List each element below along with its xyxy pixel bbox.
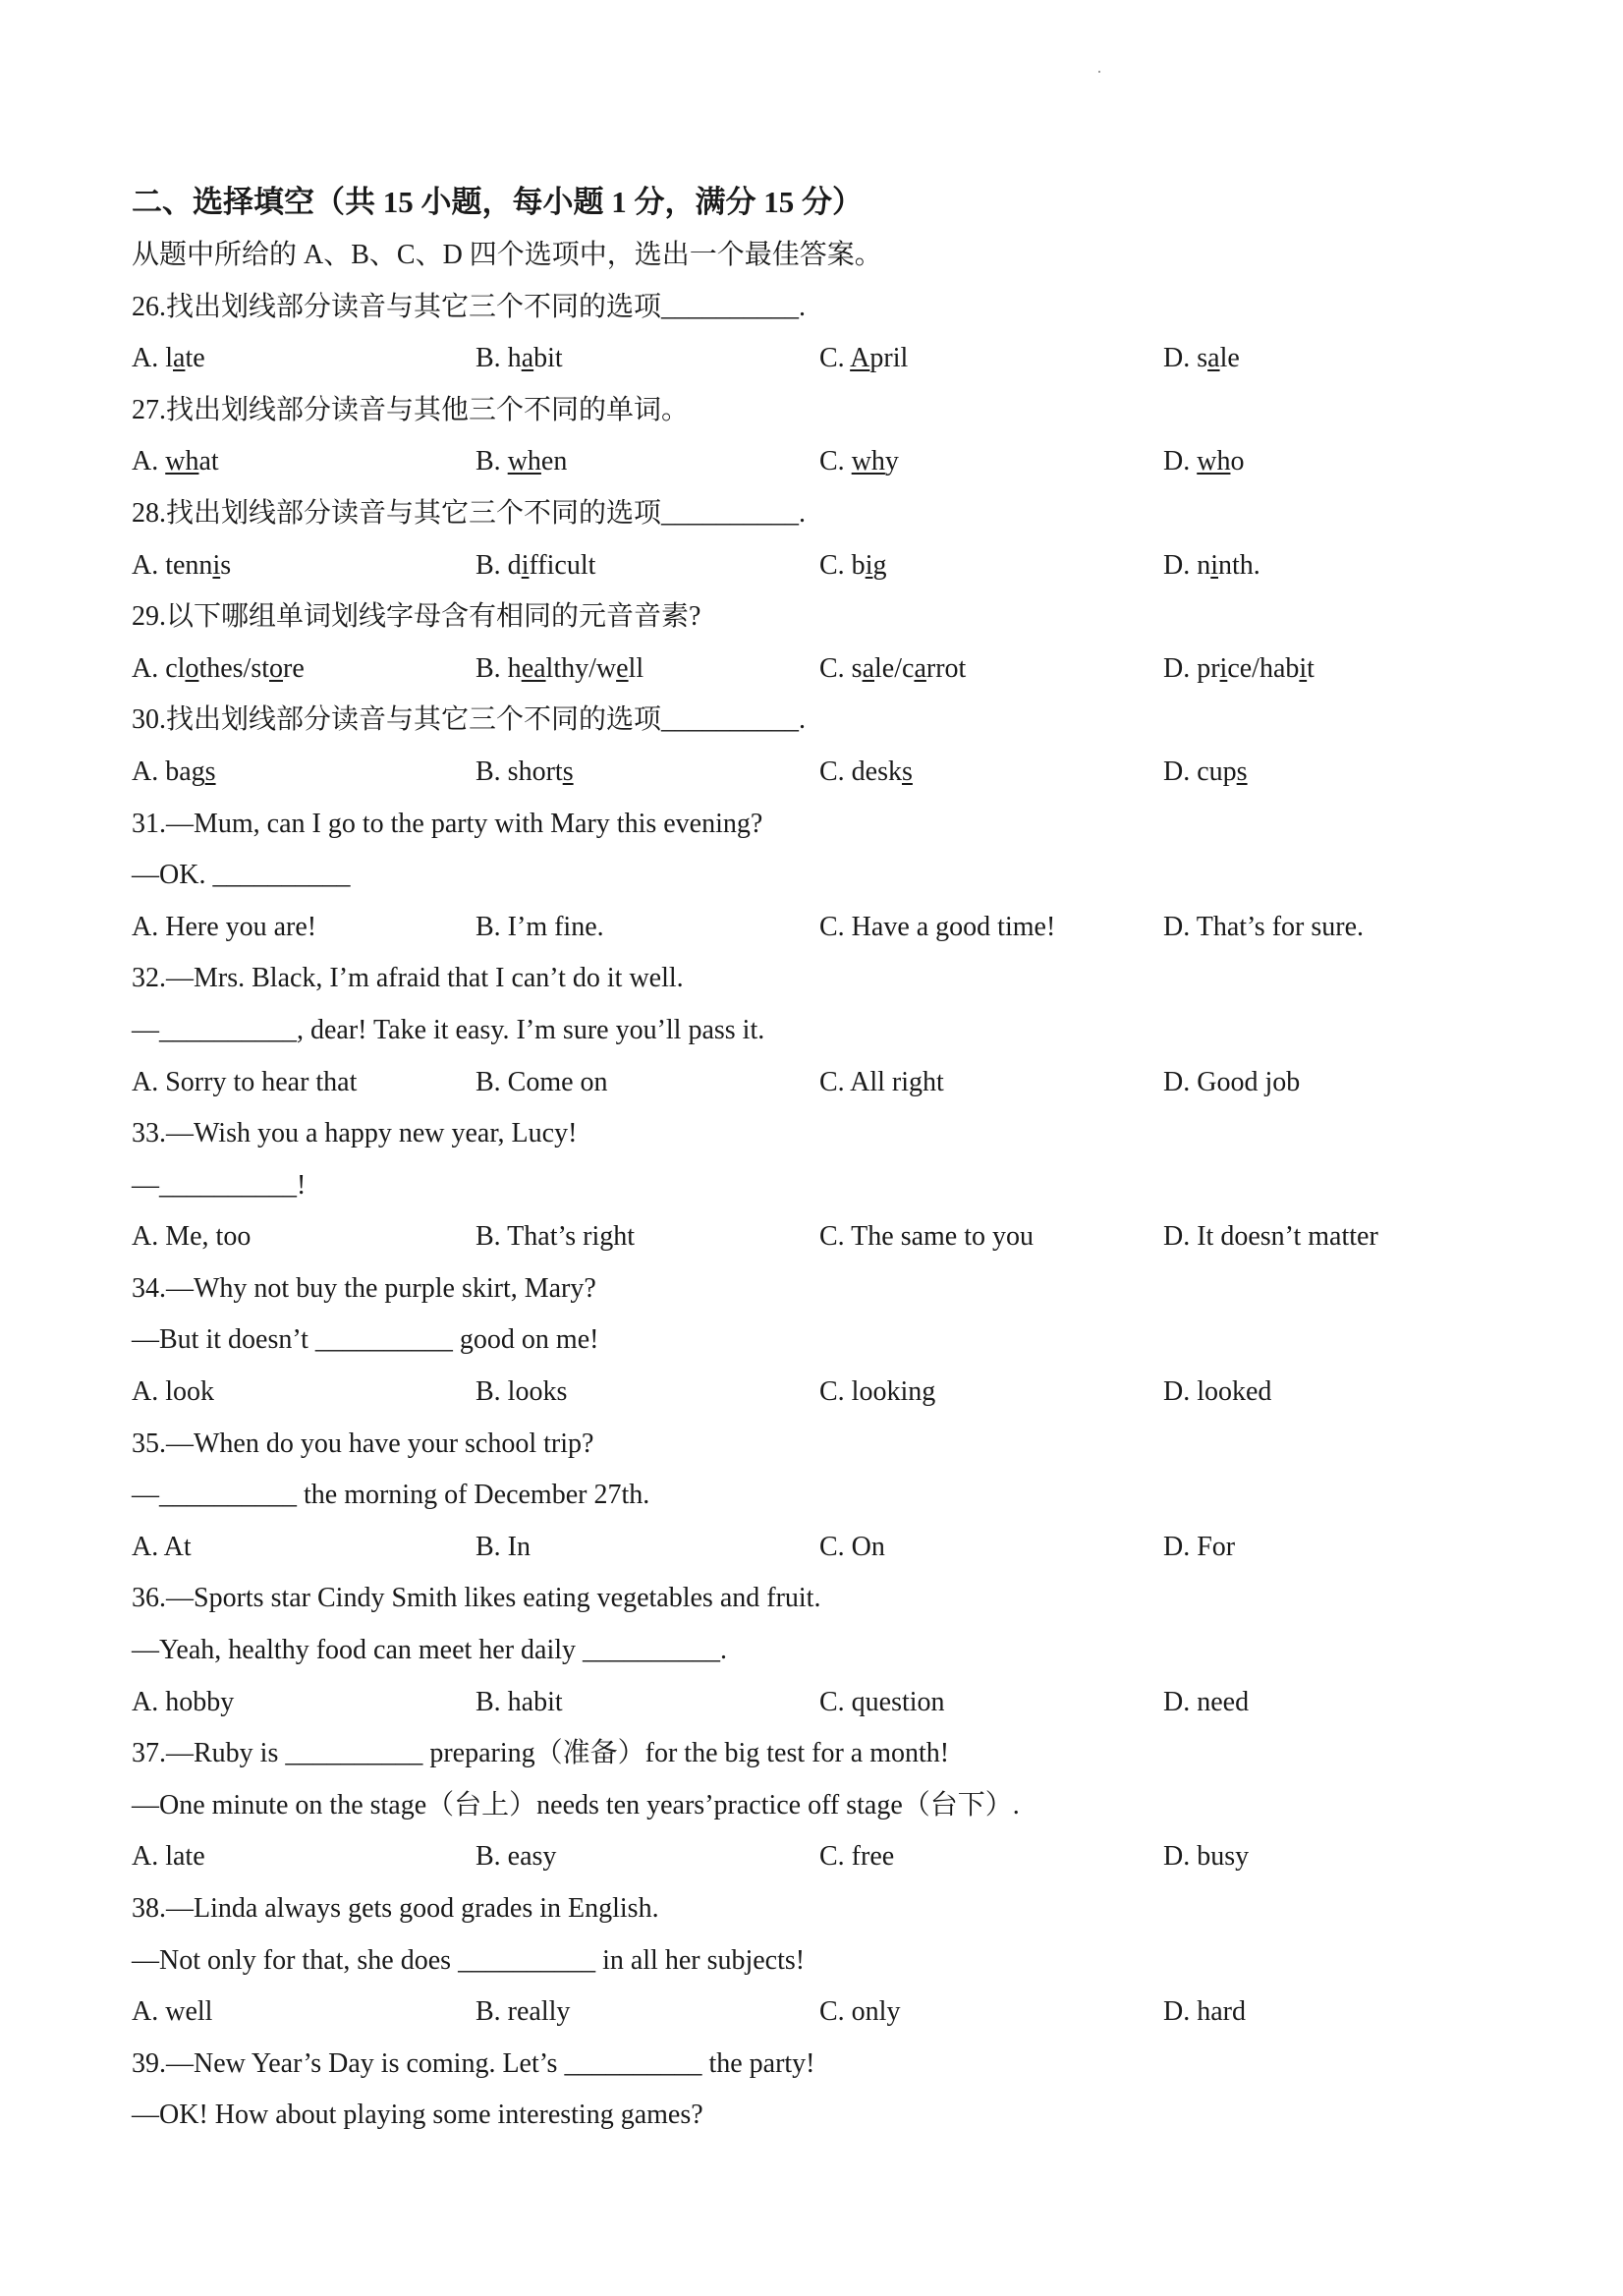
option-d (1163, 1367, 1507, 1419)
option-a (132, 540, 476, 592)
question-stem (132, 1573, 1507, 1625)
text-segment: bit (533, 343, 563, 374)
text-segment: D. hard (1163, 1996, 1246, 2028)
text-segment: D. cup (1163, 756, 1237, 787)
option-b (476, 1522, 819, 1574)
text-segment: g (872, 549, 887, 581)
text-segment: A. Sorry to hear that (132, 1066, 358, 1097)
option-a (132, 747, 476, 799)
option-a (132, 1987, 476, 2039)
text-segment: C. looking (819, 1376, 936, 1408)
text-segment: o (1230, 446, 1245, 477)
text-segment: A. (132, 446, 166, 477)
text-segment: —One minute on the stage（台上）needs ten years’practice off stage（台下）. (132, 1789, 1020, 1820)
option-row (132, 1057, 1507, 1109)
option-a (132, 1677, 476, 1729)
underlined-letters: i (521, 549, 530, 581)
text-segment: 38.—Linda always gets good grades in English. (132, 1893, 659, 1924)
text-segment: 31.—Mum, can I go to the party with Mary this evening? (132, 808, 763, 839)
text-segment: D. pr (1163, 652, 1220, 684)
text-segment: D. s (1163, 343, 1208, 374)
text-segment: —OK! How about playing some interesting games? (132, 2100, 703, 2131)
text-segment: C. question (819, 1686, 945, 1717)
text-segment: C. (819, 343, 851, 374)
question-section (132, 175, 1507, 2142)
underlined-letters: i (212, 549, 221, 581)
option-row (132, 1211, 1507, 1263)
option-d (1163, 1057, 1507, 1109)
section-instruction: 从题中所给的 A、B、C、D 四个选项中，选出一个最佳答案。 (132, 240, 882, 270)
text-segment: B. easy (476, 1841, 557, 1873)
option-d (1163, 540, 1507, 592)
question-stem (132, 953, 1507, 1005)
option-row (132, 1367, 1507, 1419)
question-reply (132, 1935, 1507, 1988)
text-segment: D. (1163, 446, 1198, 477)
text-segment: le (1219, 343, 1240, 374)
option-d (1163, 644, 1507, 696)
option-d (1163, 1987, 1507, 2039)
question-stem (132, 282, 1507, 334)
text-segment: 37.—Ruby is __________ preparing（准备）for the big test for a month! (132, 1738, 950, 1769)
question-reply (132, 1470, 1507, 1522)
text-segment: A. well (132, 1996, 213, 2028)
option-b (476, 1367, 819, 1419)
text-segment: A. late (132, 1841, 205, 1873)
question-q27 (132, 385, 1507, 488)
underlined-letters: s (562, 756, 574, 787)
option-a (132, 902, 476, 954)
option-c (819, 1831, 1163, 1883)
option-row (132, 747, 1507, 799)
question-q37 (132, 1728, 1507, 1883)
question-reply (132, 1005, 1507, 1057)
text-segment: B. Come on (476, 1066, 608, 1097)
underlined-letters: o (269, 652, 283, 684)
option-b (476, 540, 819, 592)
text-segment: B. short (476, 756, 563, 787)
question-reply (132, 2090, 1507, 2142)
text-segment: B. h (476, 343, 522, 374)
option-row (132, 436, 1507, 488)
text-segment: B. really (476, 1996, 571, 2028)
option-c (819, 1677, 1163, 1729)
text-segment: 32.—Mrs. Black, I’m afraid that I can’t do it well. (132, 963, 684, 994)
text-segment: D. looked (1163, 1376, 1272, 1408)
text-segment: C. only (819, 1996, 901, 2028)
question-stem (132, 695, 1507, 747)
option-row (132, 540, 1507, 592)
text-segment: 36.—Sports star Cindy Smith likes eating vegetables and fruit. (132, 1583, 821, 1614)
underlined-letters: i (1299, 652, 1308, 684)
option-a (132, 333, 476, 385)
question-reply (132, 1780, 1507, 1832)
option-row (132, 1677, 1507, 1729)
text-segment: C. desk (819, 756, 902, 787)
question-q30 (132, 695, 1507, 798)
text-segment: 34.—Why not buy the purple skirt, Mary? (132, 1272, 596, 1304)
text-segment: 33.—Wish you a happy new year, Lucy! (132, 1118, 578, 1149)
option-c (819, 1057, 1163, 1109)
option-b (476, 1211, 819, 1263)
question-q39 (132, 2039, 1507, 2142)
question-q38 (132, 1883, 1507, 2039)
question-reply (132, 1315, 1507, 1367)
text-segment: 28.找出划线部分读音与其它三个不同的选项__________. (132, 497, 807, 529)
underlined-letters: A (850, 343, 870, 374)
option-c (819, 1987, 1163, 2039)
underlined-letters: s (1236, 756, 1248, 787)
question-stem (132, 1108, 1507, 1160)
underlined-letters: i (1210, 549, 1219, 581)
option-c (819, 333, 1163, 385)
text-segment: A. l (132, 343, 173, 374)
option-d (1163, 1522, 1507, 1574)
text-segment: D. need (1163, 1686, 1250, 1717)
question-reply (132, 1625, 1507, 1677)
text-segment: C. All right (819, 1066, 944, 1097)
underlined-letters: ea (521, 652, 546, 684)
text-segment: 29.以下哪组单词划线字母含有相同的元音音素? (132, 601, 701, 633)
text-segment: C. (819, 446, 852, 477)
text-segment: C. b (819, 549, 866, 581)
text-segment: ll (628, 652, 644, 684)
text-segment: nth. (1218, 549, 1260, 581)
text-segment: A. hobby (132, 1686, 235, 1717)
text-segment: D. Good job (1163, 1066, 1301, 1097)
option-c (819, 1211, 1163, 1263)
option-a (132, 644, 476, 696)
text-segment: 30.找出划线部分读音与其它三个不同的选项__________. (132, 704, 807, 736)
option-c (819, 902, 1163, 954)
text-segment: C. On (819, 1531, 885, 1562)
text-segment: B. h (476, 652, 522, 684)
text-segment: 35.—When do you have your school trip? (132, 1428, 594, 1459)
text-segment: 39.—New Year’s Day is coming. Let’s __________ the party! (132, 2047, 815, 2079)
option-d (1163, 1831, 1507, 1883)
option-d (1163, 1677, 1507, 1729)
question-stem (132, 2039, 1507, 2091)
option-d (1163, 436, 1507, 488)
text-segment: A. Here you are! (132, 911, 317, 942)
text-segment: A. tenn (132, 549, 213, 581)
option-c (819, 747, 1163, 799)
question-stem (132, 385, 1507, 437)
option-b (476, 1677, 819, 1729)
option-c (819, 1367, 1163, 1419)
option-d (1163, 333, 1507, 385)
option-c (819, 436, 1163, 488)
text-segment: D. For (1163, 1531, 1236, 1562)
option-c (819, 540, 1163, 592)
text-segment: —__________! (132, 1169, 307, 1201)
option-row (132, 1522, 1507, 1574)
question-q28 (132, 488, 1507, 591)
question-q32 (132, 953, 1507, 1108)
underlined-letters: wh (165, 446, 199, 477)
text-segment: y (884, 446, 899, 477)
underlined-letters: a (914, 652, 926, 684)
option-row (132, 333, 1507, 385)
text-segment: re (283, 652, 305, 684)
text-segment: D. n (1163, 549, 1211, 581)
option-c (819, 1522, 1163, 1574)
text-segment: D. busy (1163, 1841, 1250, 1873)
text-segment: B. (476, 446, 508, 477)
underlined-letters: a (1207, 343, 1220, 374)
text-segment: B. That’s right (476, 1221, 636, 1253)
text-segment: B. d (476, 549, 522, 581)
question-list (132, 282, 1507, 2142)
text-segment: 27.找出划线部分读音与其他三个不同的单词。 (132, 394, 690, 425)
text-segment: le/c (874, 652, 915, 684)
section-heading: 二、选择填空（共 15 小题，每小题 1 分，满分 15 分） (132, 185, 863, 219)
underlined-letters: a (862, 652, 875, 684)
option-b (476, 1987, 819, 2039)
text-segment: —Yeah, healthy food can meet her daily __________. (132, 1635, 728, 1666)
option-d (1163, 1211, 1507, 1263)
text-segment: C. The same to you (819, 1221, 1035, 1253)
text-segment: lthy/w (545, 652, 617, 684)
text-segment: rrot (925, 652, 967, 684)
underlined-letters: o (185, 652, 199, 684)
text-segment: t (1307, 652, 1315, 684)
option-a (132, 1211, 476, 1263)
underlined-letters: e (616, 652, 629, 684)
text-segment: C. free (819, 1841, 895, 1873)
option-row (132, 1831, 1507, 1883)
question-stem (132, 1883, 1507, 1935)
text-segment: —__________, dear! Take it easy. I’m sure you’ll pass it. (132, 1014, 765, 1045)
question-q35 (132, 1419, 1507, 1574)
text-segment: B. In (476, 1531, 531, 1562)
option-a (132, 1367, 476, 1419)
question-stem (132, 1419, 1507, 1471)
text-segment: D. It doesn’t matter (1163, 1221, 1378, 1253)
option-b (476, 644, 819, 696)
option-b (476, 436, 819, 488)
option-d (1163, 747, 1507, 799)
text-segment: B. habit (476, 1686, 563, 1717)
question-q26 (132, 282, 1507, 385)
text-segment: A. Me, too (132, 1221, 252, 1253)
underlined-letters: wh (1197, 446, 1231, 477)
option-row (132, 902, 1507, 954)
text-segment: D. That’s for sure. (1163, 911, 1364, 942)
question-q31 (132, 799, 1507, 954)
page-mark (1098, 71, 1100, 73)
question-stem (132, 799, 1507, 851)
text-segment: en (540, 446, 568, 477)
text-segment: s (220, 549, 232, 581)
text-segment: A. look (132, 1376, 214, 1408)
option-b (476, 1831, 819, 1883)
underlined-letters: a (173, 343, 186, 374)
option-a (132, 436, 476, 488)
text-segment: B. I’m fine. (476, 911, 604, 942)
option-a (132, 1522, 476, 1574)
underlined-letters: s (204, 756, 216, 787)
text-segment: A. At (132, 1531, 192, 1562)
text-segment: A. cl (132, 652, 186, 684)
text-segment: te (185, 343, 205, 374)
option-b (476, 747, 819, 799)
question-stem (132, 488, 1507, 540)
text-segment: pril (869, 343, 909, 374)
question-stem (132, 1263, 1507, 1316)
text-segment: ce/hab (1227, 652, 1300, 684)
question-reply (132, 850, 1507, 902)
text-segment: C. Have a good time! (819, 911, 1056, 942)
option-d (1163, 902, 1507, 954)
text-segment: at (198, 446, 219, 477)
question-q33 (132, 1108, 1507, 1263)
option-row (132, 644, 1507, 696)
text-segment: C. s (819, 652, 863, 684)
underlined-letters: a (521, 343, 534, 374)
option-b (476, 902, 819, 954)
question-stem (132, 591, 1507, 644)
option-a (132, 1831, 476, 1883)
option-c (819, 644, 1163, 696)
option-a (132, 1057, 476, 1109)
question-q36 (132, 1573, 1507, 1728)
option-b (476, 1057, 819, 1109)
underlined-letters: wh (851, 446, 885, 477)
underlined-letters: i (865, 549, 873, 581)
question-stem (132, 1728, 1507, 1780)
text-segment: —But it doesn’t __________ good on me! (132, 1324, 599, 1356)
text-segment: 26.找出划线部分读音与其它三个不同的选项__________. (132, 291, 807, 322)
question-q34 (132, 1263, 1507, 1419)
question-reply (132, 1160, 1507, 1212)
text-segment: thes/st (198, 652, 269, 684)
text-segment: A. bag (132, 756, 205, 787)
text-segment: —__________ the morning of December 27th. (132, 1480, 650, 1511)
text-segment: B. looks (476, 1376, 568, 1408)
text-segment: —Not only for that, she does __________ in all her subjects! (132, 1944, 806, 1976)
text-segment: —OK. __________ (132, 860, 351, 891)
option-b (476, 333, 819, 385)
question-q29 (132, 591, 1507, 695)
text-segment: fficult (529, 549, 596, 581)
underlined-letters: i (1219, 652, 1228, 684)
option-row (132, 1987, 1507, 2039)
underlined-letters: s (902, 756, 913, 787)
underlined-letters: wh (507, 446, 541, 477)
